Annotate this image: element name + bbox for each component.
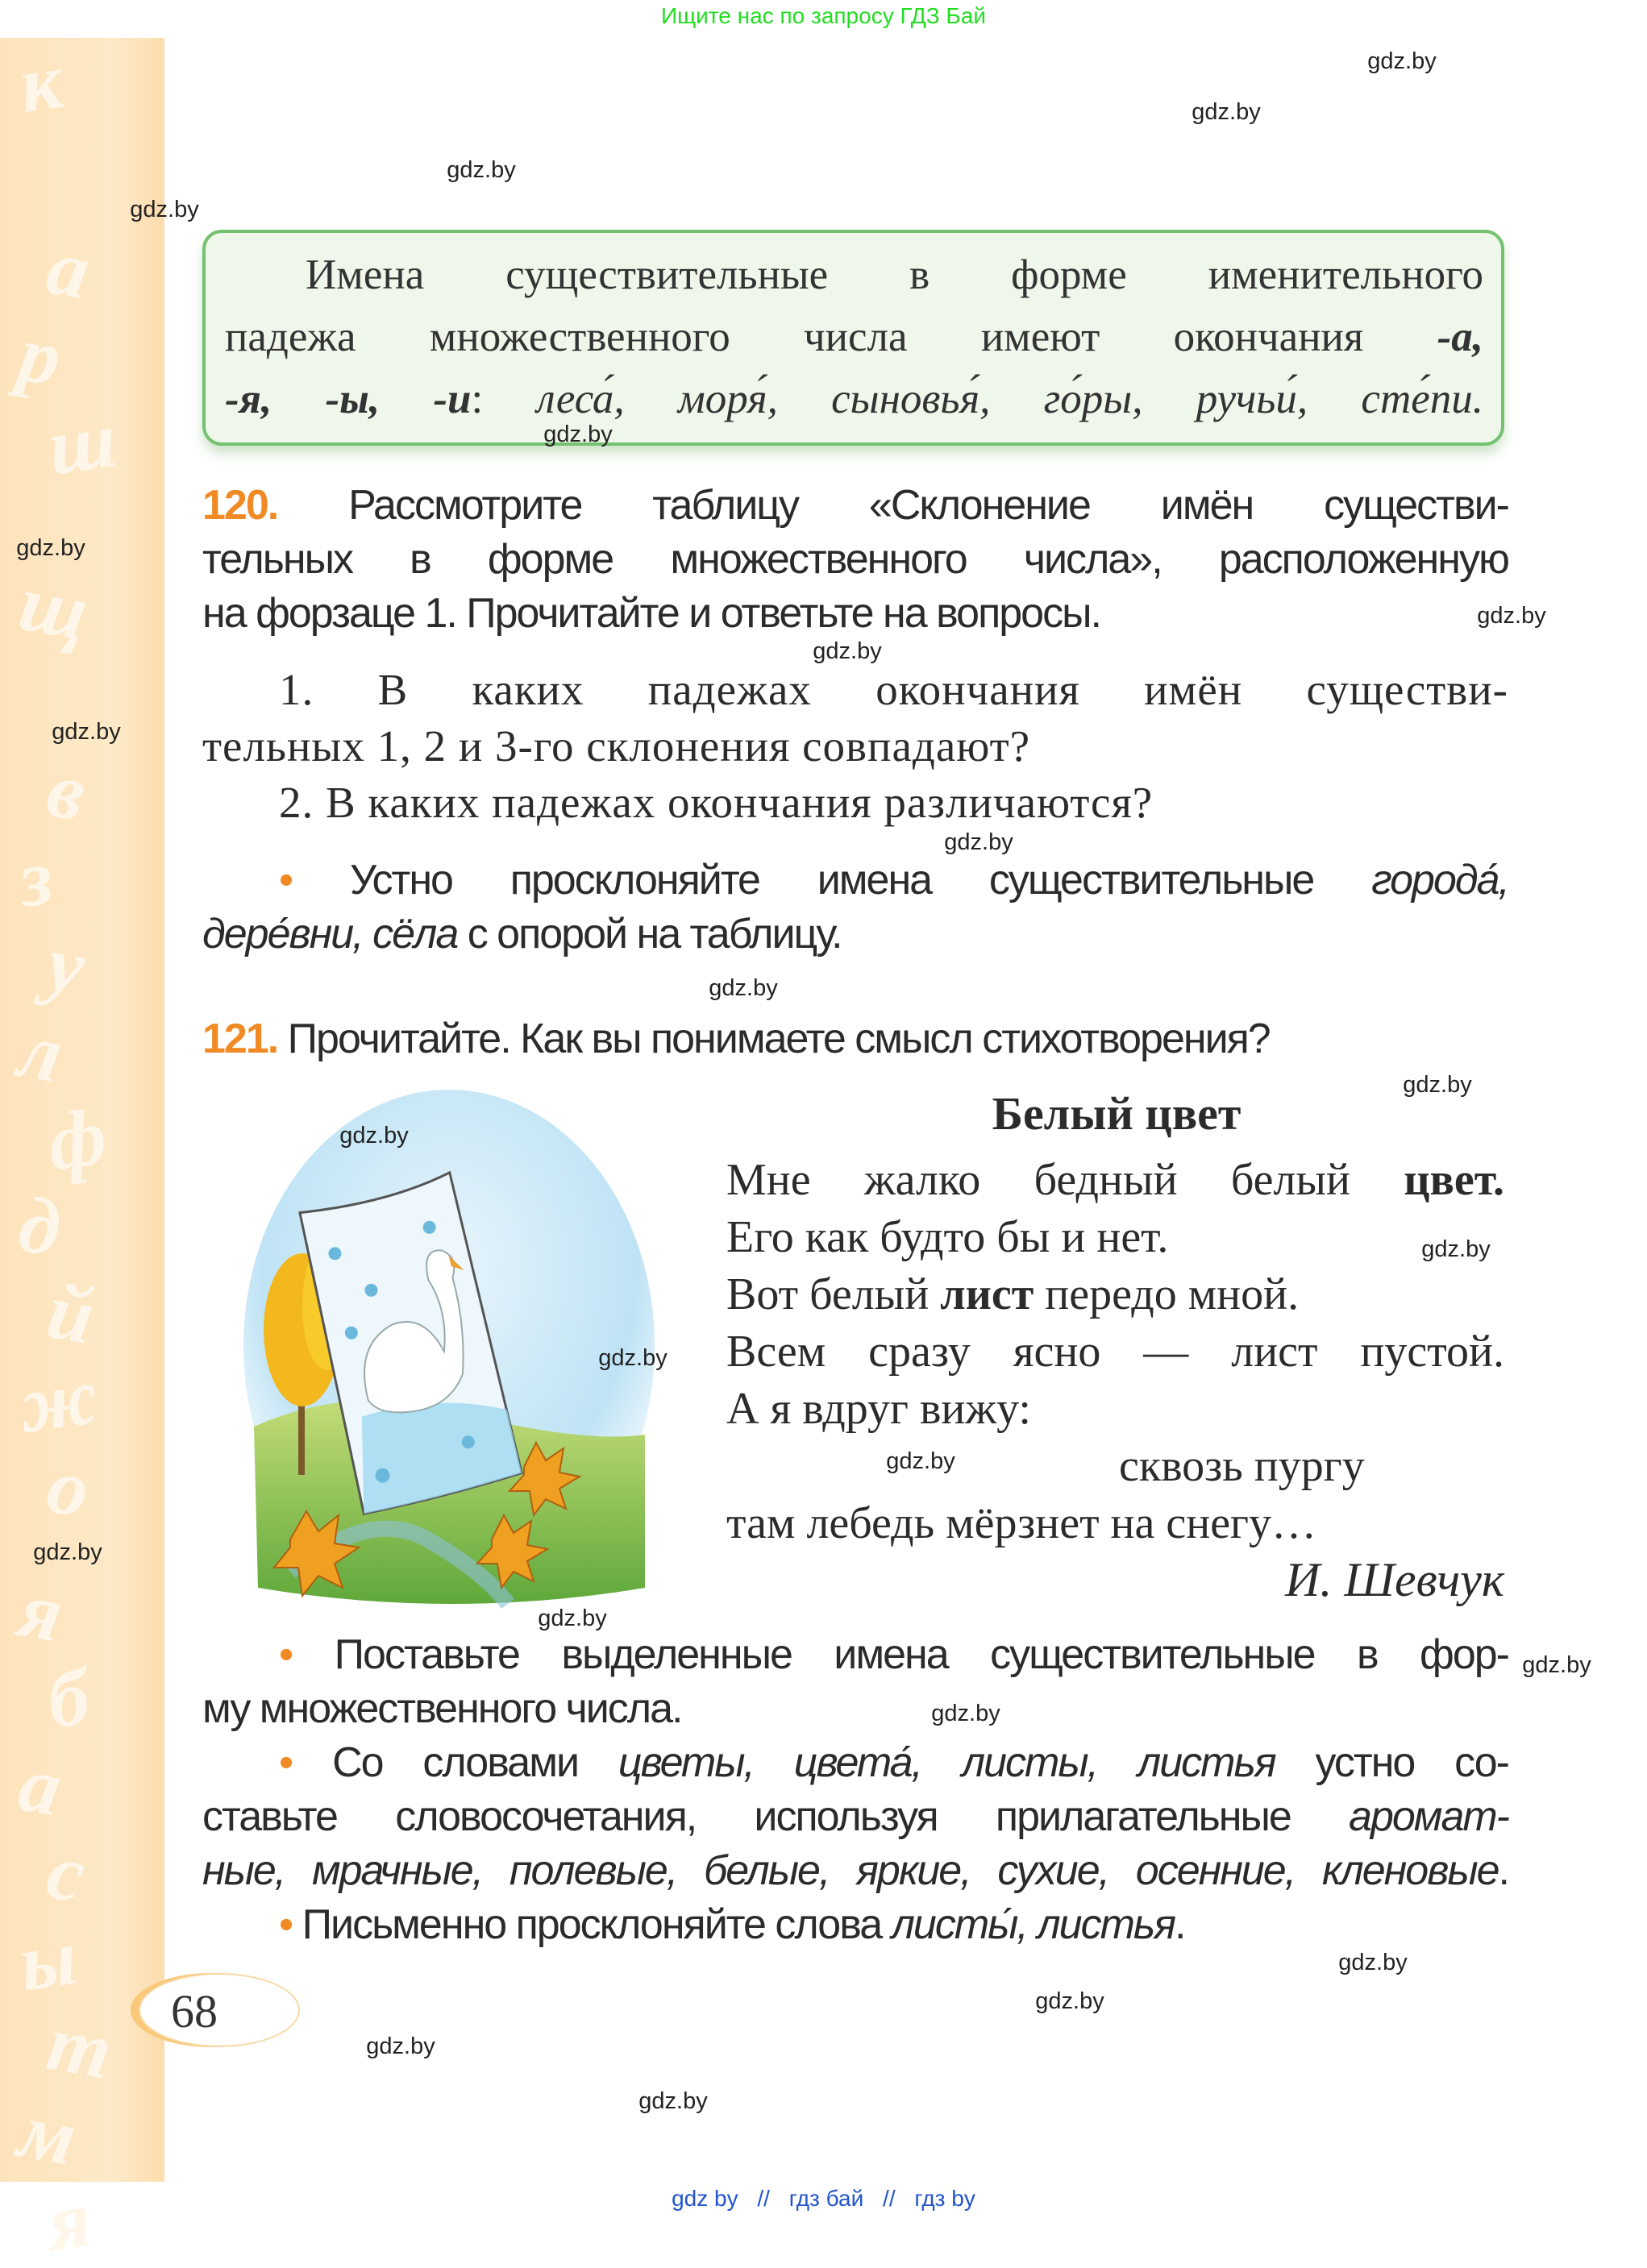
rule-text	[225, 244, 1483, 430]
text-segment: -а,	[1437, 314, 1483, 360]
exercise-text: Прочитайте. Как вы понимаете смысл стихотворения?	[277, 1016, 1270, 1062]
watermark: gdz.by	[886, 1448, 955, 1474]
text-segment: Вот белый	[726, 1269, 941, 1319]
watermark: gdz.by	[1192, 99, 1261, 125]
sidebar-letter: щ	[13, 557, 95, 658]
poem-title: Белый цвет	[992, 1087, 1241, 1140]
watermark: gdz.by	[33, 1539, 102, 1565]
sidebar-letter: ы	[14, 1911, 82, 2008]
sidebar-letter: л	[12, 1004, 69, 1100]
text-segment: Его как будто бы и нет.	[726, 1212, 1169, 1262]
watermark: gdz.by	[598, 1345, 668, 1371]
exercise-line	[202, 479, 1508, 533]
watermark: gdz.by	[52, 719, 121, 745]
link-separator: //	[757, 2186, 770, 2211]
watermark: gdz.by	[543, 422, 613, 447]
watermark: gdz.by	[1403, 1072, 1472, 1098]
poem-author: И. Шевчук	[1285, 1553, 1504, 1606]
page-number-badge	[139, 1973, 300, 2047]
bullet-line	[202, 1628, 1508, 1682]
text-segment: .	[1498, 1847, 1508, 1894]
text-segment: передо мной.	[1034, 1269, 1300, 1319]
link-gdz-by[interactable]: gdz by	[672, 2186, 738, 2211]
text-segment: сквозь пургу	[1119, 1441, 1365, 1491]
sidebar-letter: ш	[42, 393, 122, 492]
sidebar-letter: я	[42, 2173, 96, 2268]
question-line: 2. В каких падежах окончания различаются?	[279, 778, 1154, 827]
poem-line	[726, 1152, 1504, 1209]
bullet-line	[202, 1898, 1508, 1952]
link-gdz-by-2[interactable]: гдз by	[914, 2186, 975, 2211]
text-segment: лист	[940, 1269, 1034, 1319]
poem-line	[726, 1266, 1504, 1323]
watermark: gdz.by	[1477, 603, 1546, 629]
text-segment: там лебедь мёрзнет на снегу…	[726, 1498, 1317, 1548]
sidebar-letter: т	[41, 1997, 119, 2096]
rule-line	[225, 368, 1483, 430]
sidebar-letter: ф	[42, 1090, 112, 1188]
sidebar-letter: с	[40, 1825, 92, 1921]
bullet-marker: •	[279, 1901, 293, 1948]
bullet-line	[202, 1682, 1508, 1736]
text-segment: Письменно просклоняйте слова	[292, 1901, 892, 1948]
text-segment: цвет.	[1404, 1155, 1504, 1205]
watermark: gdz.by	[339, 1123, 409, 1149]
rule-box	[202, 230, 1504, 446]
questions	[202, 662, 1508, 831]
bottom-links	[0, 2186, 1647, 2212]
exercise-120	[202, 479, 1508, 641]
sidebar-letter: й	[40, 1265, 101, 1361]
poem-line	[726, 1323, 1504, 1381]
rule-line	[225, 306, 1483, 368]
watermark: gdz.by	[538, 1605, 607, 1631]
task-bullets	[202, 1628, 1508, 1952]
exercise-line	[202, 1012, 1508, 1066]
text-segment: падежа множественного числа имеют окончания	[225, 314, 1437, 360]
text-segment: цветы, цвета́, листы, листья	[618, 1739, 1275, 1786]
bullet-line	[202, 854, 1508, 908]
sidebar-letter: р	[12, 308, 69, 404]
text-segment: ные, мрачные, полевые, белые, яркие, сухие, осенние, кленовые	[202, 1847, 1499, 1894]
bullet-line	[202, 908, 1508, 962]
sidebar-letter: а	[40, 221, 97, 317]
page-number-oval	[139, 1973, 300, 2047]
poem	[726, 1152, 1504, 1552]
question-line: 1. В каких падежах окончания имён существи-	[279, 665, 1508, 714]
text-segment: с опорой на таблицу.	[457, 911, 842, 957]
poem-line	[726, 1381, 1504, 1438]
text-segment: листы́, листья	[891, 1901, 1175, 1948]
sidebar-letter: я	[12, 1564, 69, 1659]
swan-poster-illustration	[242, 1088, 657, 1604]
text-segment: Имена существительные в форме именительного	[306, 251, 1483, 298]
watermark: gdz.by	[130, 197, 199, 222]
text-segment: города́,	[1371, 857, 1508, 903]
sidebar-letter: у	[40, 917, 92, 1013]
exercise-text: Рассмотрите таблицу «Склонение имён существи-	[277, 482, 1508, 529]
sidebar-alphabet-strip	[0, 35, 164, 2268]
text-segment: леса́, моря́, сыновья́, го́ры, ручьи́, сте́пи.	[536, 376, 1483, 422]
watermark: gdz.by	[447, 157, 516, 183]
sidebar-letter: ж	[14, 1350, 103, 1451]
exercise-line: на форзаце 1. Прочитайте и ответьте на вопросы.	[202, 590, 1100, 637]
poem-line	[726, 1495, 1504, 1552]
text-segment: ставьте словосочетания, используя прилагательные	[202, 1793, 1350, 1840]
text-segment: Всем сразу ясно — лист пустой.	[726, 1327, 1504, 1377]
text-segment: му множественного числа.	[202, 1685, 682, 1732]
bullet-line	[202, 1790, 1508, 1844]
watermark: gdz.by	[944, 829, 1013, 855]
exercise-121	[202, 1012, 1508, 1066]
watermark: gdz.by	[1367, 48, 1437, 74]
watermark: gdz.by	[638, 2088, 708, 2114]
poem-line	[726, 1209, 1504, 1266]
text-segment: Со словами	[292, 1739, 618, 1786]
bullet-line	[202, 1736, 1508, 1790]
sidebar-letter: б	[42, 1651, 95, 1746]
sidebar-letter: з	[14, 831, 58, 925]
watermark: gdz.by	[1035, 1988, 1104, 2014]
page-number: 68	[171, 1985, 218, 2037]
bullet-line	[202, 1844, 1508, 1898]
top-banner[interactable]: Ищите нас по запросу ГДЗ Бай	[660, 3, 987, 28]
text-segment: Устно просклоняйте имена существительные	[292, 857, 1372, 903]
exercise-number: 121.	[202, 1016, 278, 1062]
rule-line	[225, 244, 1483, 306]
watermark: gdz.by	[931, 1701, 1000, 1726]
watermark: gdz.by	[1421, 1236, 1491, 1262]
bullet-marker: •	[279, 857, 293, 903]
text-segment: дере́вни, сёла	[202, 911, 458, 957]
text-segment: аромат-	[1349, 1793, 1508, 1840]
sidebar-letter: д	[12, 1178, 68, 1274]
text-segment: .	[1175, 1901, 1185, 1948]
text-segment: А я вдруг вижу:	[726, 1384, 1031, 1434]
text-segment: :	[471, 376, 537, 422]
text-segment: Поставьте выделенные имена существительные в фор-	[292, 1631, 1508, 1678]
watermark: gdz.by	[16, 535, 85, 561]
bullet-marker: •	[279, 1739, 293, 1786]
link-separator: //	[883, 2186, 896, 2211]
text-segment: устно со-	[1275, 1739, 1508, 1786]
watermark: gdz.by	[709, 975, 778, 1001]
sidebar-letter: к	[14, 35, 68, 130]
watermark: gdz.by	[1338, 1950, 1408, 1975]
sidebar-letter: а	[12, 1738, 69, 1834]
watermark: gdz.by	[813, 638, 882, 664]
exercise-number: 120.	[202, 482, 278, 529]
task-bullet	[202, 854, 1508, 962]
sidebar-letter: м	[12, 2084, 83, 2183]
bullet-marker: •	[279, 1631, 293, 1678]
text-segment: Мне жалко бедный белый	[726, 1155, 1404, 1205]
question-line: тельных 1, 2 и 3-го склонения совпадают?	[202, 721, 1031, 771]
poem-line	[726, 1438, 1504, 1495]
watermark: gdz.by	[366, 2033, 435, 2059]
link-gdz-bai[interactable]: гдз бай	[788, 2186, 864, 2211]
watermark: gdz.by	[1522, 1652, 1591, 1678]
sidebar-letter: о	[40, 1439, 97, 1535]
bullet-text	[292, 857, 1508, 903]
sidebar-letter: в	[40, 743, 93, 839]
text-segment: -я, -ы, -и	[225, 376, 472, 422]
exercise-line: тельных в форме множественного числа», расположенную	[202, 536, 1508, 583]
